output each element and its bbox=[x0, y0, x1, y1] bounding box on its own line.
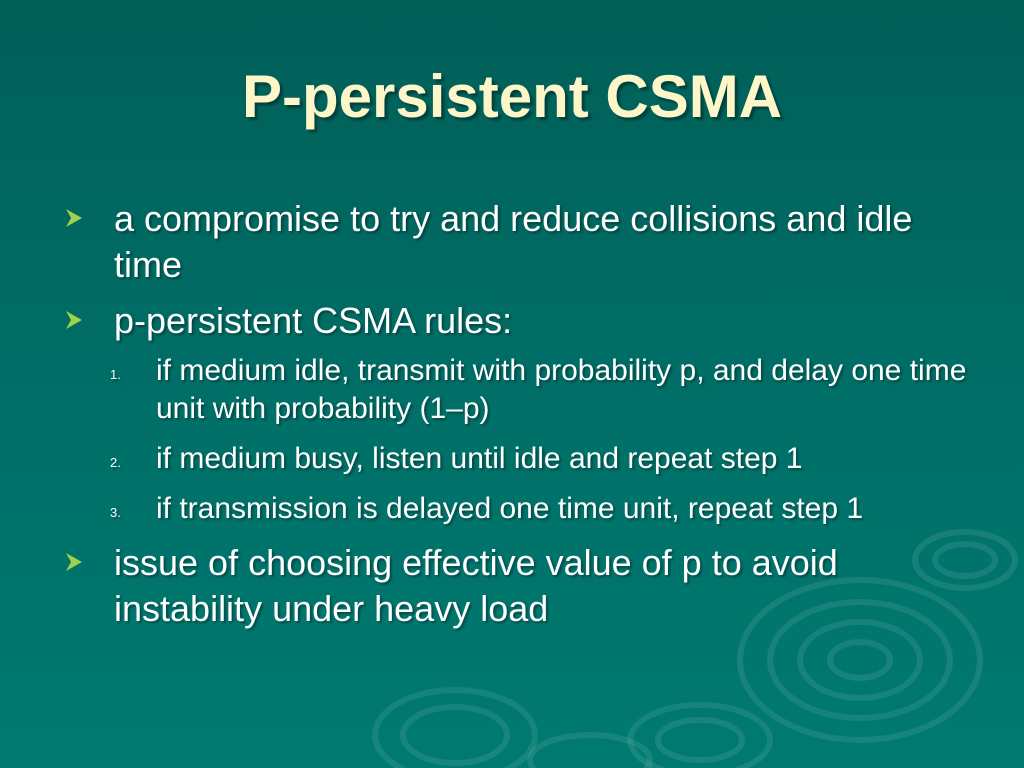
slide-title: P-persistent CSMA bbox=[241, 63, 783, 130]
rule-text: if transmission is delayed one time unit, repeat step 1 bbox=[156, 492, 864, 525]
rule-text: if medium idle, transmit with probability p, and delay one time unit with probability (1–p) bbox=[156, 354, 967, 425]
rule-item bbox=[62, 352, 982, 428]
slide-content bbox=[62, 196, 982, 642]
bullet-text: issue of choosing effective value of p to avoid instability under heavy load bbox=[114, 542, 838, 629]
rules-list bbox=[62, 352, 982, 528]
rule-number: 1. bbox=[110, 367, 121, 382]
rule-number: 3. bbox=[110, 505, 121, 520]
bullet-item bbox=[62, 540, 982, 632]
arrow-right-icon bbox=[64, 207, 84, 229]
bullet-text: p-persistent CSMA rules: bbox=[114, 300, 513, 341]
bullet-item bbox=[62, 196, 982, 288]
arrow-right-icon bbox=[64, 551, 84, 573]
rule-item bbox=[62, 490, 982, 528]
arrow-right-icon bbox=[64, 309, 84, 331]
bullet-item bbox=[62, 298, 982, 344]
rule-text: if medium busy, listen until idle and repeat step 1 bbox=[156, 442, 803, 475]
rule-number: 2. bbox=[110, 455, 121, 470]
rule-item bbox=[62, 440, 982, 478]
bullet-text: a compromise to try and reduce collisions and idle time bbox=[114, 198, 913, 285]
